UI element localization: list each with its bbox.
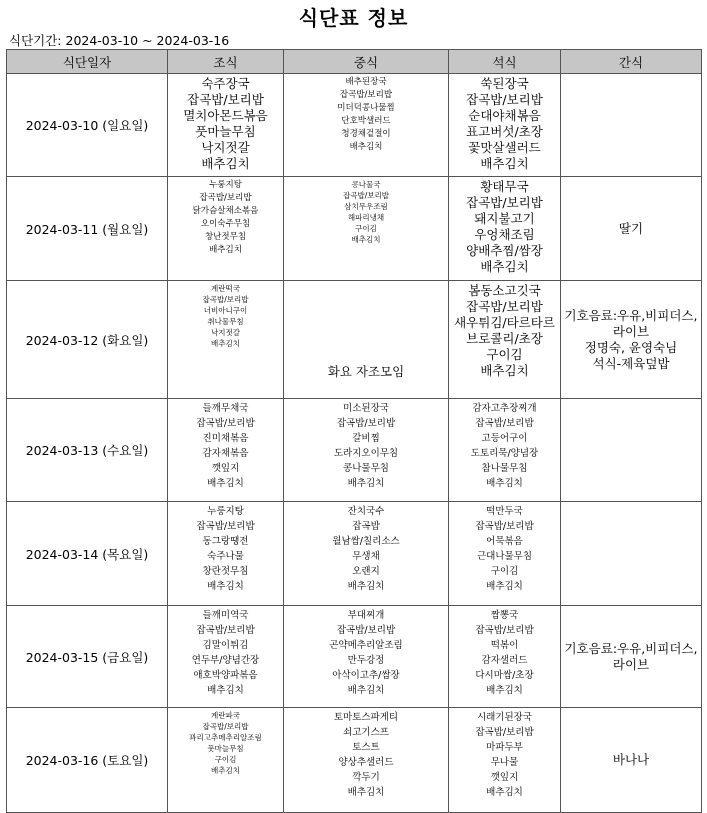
menu-item: 잡곡밥/보리밥 bbox=[196, 625, 255, 636]
header-lunch: 중식 bbox=[284, 50, 449, 74]
menu-item: 배추김치 bbox=[347, 581, 385, 592]
menu-item: 배추김치 bbox=[207, 685, 244, 696]
menu-item: 양배추찜/쌈장 bbox=[466, 243, 543, 258]
menu-item: 라이브 bbox=[612, 656, 650, 672]
dinner-cell bbox=[449, 281, 561, 399]
menu-item: 멸치아몬드볶음 bbox=[183, 108, 268, 123]
menu-item: 들깨무채국 bbox=[202, 403, 249, 414]
snack-cell bbox=[561, 281, 702, 399]
breakfast-cell bbox=[168, 502, 284, 606]
menu-item: 잔치국수 bbox=[347, 506, 385, 517]
menu-item: 배추김치 bbox=[486, 787, 523, 798]
lunch-cell bbox=[284, 606, 449, 708]
breakfast-cell bbox=[168, 606, 284, 708]
breakfast-items bbox=[170, 401, 281, 491]
menu-period: 식단기간: 2024-03-10 ~ 2024-03-16 bbox=[9, 33, 230, 48]
menu-item: 석식-제육덮밥 bbox=[592, 355, 670, 371]
snack-cell bbox=[561, 399, 702, 502]
menu-item: 구이김 bbox=[214, 755, 237, 764]
dinner-cell bbox=[449, 606, 561, 708]
breakfast-cell bbox=[168, 74, 284, 177]
dinner-items bbox=[451, 401, 558, 491]
menu-item: 배추김치 bbox=[207, 581, 244, 592]
menu-item: 잡곡밥/보리밥 bbox=[475, 625, 534, 636]
menu-item: 삼치무우조림 bbox=[344, 202, 388, 211]
dinner-items bbox=[451, 283, 558, 379]
breakfast-items bbox=[170, 179, 281, 257]
menu-item: 배추김치 bbox=[486, 685, 523, 696]
menu-item: 만두강정 bbox=[347, 655, 385, 666]
menu-item: 갈비찜 bbox=[352, 433, 380, 444]
menu-item: 월남쌈/칠리소스 bbox=[332, 536, 400, 547]
menu-item: 잡곡밥/보리밥 bbox=[343, 191, 389, 200]
menu-item: 감자고추장찌개 bbox=[472, 403, 537, 414]
menu-item: 잡곡밥/보리밥 bbox=[336, 625, 396, 636]
menu-item: 도토리묵/양념장 bbox=[470, 448, 539, 459]
menu-item: 낙지젓갈 bbox=[211, 328, 240, 337]
menu-item: 낙지젓갈 bbox=[201, 140, 250, 155]
menu-item: 떡볶이 bbox=[490, 640, 519, 651]
breakfast-items bbox=[170, 283, 281, 349]
dinner-cell bbox=[449, 74, 561, 177]
snack-cell bbox=[561, 177, 702, 281]
menu-item: 숙주나물 bbox=[207, 551, 244, 562]
lunch-cell bbox=[284, 177, 449, 281]
table-row bbox=[7, 502, 702, 606]
menu-item: 풋마늘무침 bbox=[207, 744, 244, 753]
menu-item: 취나물무침 bbox=[207, 317, 244, 326]
menu-item: 화요 자조모임 bbox=[327, 364, 405, 379]
menu-item: 짬뽕국 bbox=[490, 610, 519, 621]
menu-item: 참나물무침 bbox=[481, 463, 528, 474]
menu-item: 배추김치 bbox=[351, 235, 381, 244]
menu-item: 꽃맛살샐러드 bbox=[468, 140, 541, 155]
table-row bbox=[7, 74, 702, 177]
breakfast-cell bbox=[168, 177, 284, 281]
table-row bbox=[7, 708, 702, 813]
menu-item: 잡곡밥/보리밥 bbox=[475, 521, 534, 532]
menu-item: 부대찌개 bbox=[347, 610, 385, 621]
menu-item: 딸기 bbox=[618, 220, 644, 236]
menu-item: 감자샐러드 bbox=[481, 655, 528, 666]
dinner-cell bbox=[449, 177, 561, 281]
lunch-items bbox=[286, 608, 446, 698]
menu-item: 토스트 bbox=[352, 742, 380, 753]
menu-item: 청경채겉절이 bbox=[341, 129, 391, 139]
menu-item: 배추김치 bbox=[211, 766, 240, 775]
menu-item: 창난젓무침 bbox=[204, 232, 247, 242]
date-cell: 2024-03-15 (금요일) bbox=[7, 606, 168, 708]
menu-item: 기호음료:우유,비피더스, bbox=[564, 307, 698, 323]
menu-item: 깻잎지 bbox=[211, 463, 240, 474]
date-cell: 2024-03-10 (일요일) bbox=[7, 74, 168, 177]
menu-item: 배추김치 bbox=[480, 259, 529, 274]
menu-item: 잡곡밥/보리밥 bbox=[187, 92, 264, 107]
menu-item: 잡곡밥/보리밥 bbox=[475, 727, 534, 738]
breakfast-items bbox=[170, 504, 281, 594]
menu-item: 배추김치 bbox=[349, 142, 383, 152]
menu-item: 무생채 bbox=[352, 551, 380, 562]
menu-item: 표고버섯/초장 bbox=[466, 124, 543, 139]
snack-items bbox=[563, 308, 699, 372]
menu-item: 마파두부 bbox=[486, 742, 523, 753]
menu-item: 잡곡밥 bbox=[352, 521, 380, 532]
menu-item: 배추김치 bbox=[480, 156, 529, 171]
menu-item: 황태무국 bbox=[480, 179, 529, 194]
menu-item: 쑥된장국 bbox=[480, 76, 529, 91]
menu-item: 누룽지탕 bbox=[207, 506, 244, 517]
menu-item: 근대나물무침 bbox=[476, 551, 533, 562]
menu-item: 어묵볶음 bbox=[486, 536, 523, 547]
lunch-items bbox=[286, 504, 446, 594]
dinner-items bbox=[451, 608, 558, 698]
table-row bbox=[7, 606, 702, 708]
menu-item: 너비아니구이 bbox=[203, 306, 248, 315]
menu-item: 미더덕콩나물찜 bbox=[337, 103, 395, 113]
dinner-items bbox=[451, 76, 558, 172]
lunch-cell bbox=[284, 399, 449, 502]
dinner-cell bbox=[449, 502, 561, 606]
menu-item: 콩나물무침 bbox=[343, 463, 389, 474]
date-cell: 2024-03-16 (토요일) bbox=[7, 708, 168, 813]
menu-item: 바나나 bbox=[612, 752, 650, 767]
menu-item: 배추김치 bbox=[480, 363, 529, 378]
menu-item: 배추김치 bbox=[211, 339, 240, 348]
date-cell: 2024-03-12 (화요일) bbox=[7, 281, 168, 399]
menu-item: 잡곡밥/보리밥 bbox=[339, 90, 393, 100]
lunch-cell bbox=[284, 74, 449, 177]
menu-item: 배추김치 bbox=[347, 685, 385, 696]
menu-item: 쇠고기스프 bbox=[343, 727, 389, 738]
menu-item: 해파리냉채 bbox=[347, 213, 385, 222]
menu-item: 고등어구이 bbox=[481, 433, 528, 444]
menu-item: 잡곡밥/보리밥 bbox=[475, 418, 534, 429]
menu-item: 우엉채조림 bbox=[474, 227, 535, 242]
menu-item: 곤약메추리알조림 bbox=[329, 640, 403, 651]
menu-item: 진미채볶음 bbox=[202, 433, 249, 444]
snack-cell bbox=[561, 606, 702, 708]
menu-item: 토마토스파게티 bbox=[333, 712, 399, 723]
menu-item: 오랜지 bbox=[352, 566, 380, 577]
menu-item: 계란떡국 bbox=[211, 284, 240, 293]
dinner-items bbox=[451, 179, 558, 275]
table-row bbox=[7, 399, 702, 502]
menu-item: 정명숙, 윤영숙님 bbox=[584, 339, 678, 355]
snack-cell bbox=[561, 502, 702, 606]
menu-item: 잡곡밥/보리밥 bbox=[466, 299, 543, 314]
page-title: 식단표 정보 bbox=[298, 6, 409, 30]
date-cell: 2024-03-11 (월요일) bbox=[7, 177, 168, 281]
breakfast-items bbox=[170, 76, 281, 172]
table-row bbox=[7, 281, 702, 399]
menu-item: 잡곡밥/보리밥 bbox=[466, 195, 543, 210]
menu-item: 닭가슴살채소볶음 bbox=[192, 206, 259, 216]
menu-item: 시래기된장국 bbox=[476, 712, 533, 723]
lunch-cell bbox=[284, 502, 449, 606]
snack-items bbox=[563, 641, 699, 673]
breakfast-cell bbox=[168, 708, 284, 813]
menu-item: 동그랑땡전 bbox=[202, 536, 249, 547]
menu-item: 잡곡밥/보리밥 bbox=[202, 295, 249, 304]
header-date: 식단일자 bbox=[7, 50, 168, 74]
header-breakfast: 조식 bbox=[168, 50, 284, 74]
menu-item: 계란파국 bbox=[211, 711, 240, 720]
menu-item: 다시마쌈/초장 bbox=[475, 670, 534, 681]
menu-item: 순대야채볶음 bbox=[468, 108, 541, 123]
menu-item: 숙주장국 bbox=[201, 76, 250, 91]
menu-item: 창란젓무침 bbox=[202, 566, 249, 577]
menu-item: 풋마늘무침 bbox=[195, 124, 256, 139]
menu-table bbox=[6, 49, 702, 813]
menu-item: 연두부/양념간장 bbox=[191, 655, 260, 666]
menu-item: 배추김치 bbox=[486, 581, 523, 592]
date-cell: 2024-03-13 (수요일) bbox=[7, 399, 168, 502]
menu-item: 구이김 bbox=[490, 566, 519, 577]
dinner-cell bbox=[449, 708, 561, 813]
menu-item: 새우튀김/타르타르 bbox=[454, 315, 555, 330]
breakfast-items bbox=[170, 608, 281, 698]
menu-item: 깻잎지 bbox=[490, 772, 519, 783]
lunch-cell bbox=[284, 281, 449, 399]
menu-item: 들깨미역국 bbox=[202, 610, 249, 621]
menu-item: 미소된장국 bbox=[343, 403, 389, 414]
lunch-items bbox=[286, 401, 446, 491]
menu-item: 김말이튀김 bbox=[202, 640, 249, 651]
lunch-items bbox=[286, 76, 446, 154]
menu-item: 도라지오이무침 bbox=[333, 448, 399, 459]
menu-item: 꽈리고추메추리알조림 bbox=[189, 733, 262, 742]
menu-item: 배추김치 bbox=[207, 478, 244, 489]
menu-item: 배추된장국 bbox=[345, 77, 387, 87]
menu-item: 오이숙주무침 bbox=[200, 219, 251, 229]
dinner-cell bbox=[449, 399, 561, 502]
menu-item: 봄동소고깃국 bbox=[468, 283, 541, 298]
menu-item: 배추김치 bbox=[209, 245, 242, 255]
breakfast-items bbox=[170, 710, 281, 776]
breakfast-cell bbox=[168, 281, 284, 399]
menu-item: 잡곡밥/보리밥 bbox=[202, 722, 249, 731]
menu-item: 단호박샐러드 bbox=[341, 116, 391, 126]
menu-item: 깍두기 bbox=[352, 772, 380, 783]
menu-item: 배추김치 bbox=[486, 478, 523, 489]
snack-cell bbox=[561, 708, 702, 813]
menu-item: 배추김치 bbox=[201, 156, 250, 171]
menu-item: 잡곡밥/보리밥 bbox=[466, 92, 543, 107]
date-cell: 2024-03-14 (목요일) bbox=[7, 502, 168, 606]
menu-item: 구이김 bbox=[355, 224, 377, 233]
menu-item: 배추김치 bbox=[347, 478, 385, 489]
snack-cell bbox=[561, 74, 702, 177]
breakfast-cell bbox=[168, 399, 284, 502]
lunch-items bbox=[286, 710, 446, 800]
lunch-items bbox=[286, 364, 446, 380]
menu-item: 콩나물국 bbox=[351, 180, 381, 189]
menu-item: 떡만두국 bbox=[486, 506, 523, 517]
header-dinner: 석식 bbox=[449, 50, 561, 74]
menu-item: 잡곡밥/보리밥 bbox=[196, 418, 255, 429]
menu-item: 잡곡밥/보리밥 bbox=[336, 418, 396, 429]
snack-items bbox=[563, 752, 699, 768]
header-snack: 간식 bbox=[561, 50, 702, 74]
menu-item: 라이브 bbox=[612, 323, 650, 339]
lunch-items bbox=[286, 179, 446, 245]
menu-item: 기호음료:우유,비피더스, bbox=[564, 640, 698, 656]
menu-item: 무나물 bbox=[490, 757, 519, 768]
menu-item: 잡곡밥/보리밥 bbox=[196, 521, 255, 532]
menu-item: 돼지불고기 bbox=[474, 211, 535, 226]
table-row bbox=[7, 177, 702, 281]
dinner-items bbox=[451, 504, 558, 594]
menu-item: 브로콜리/초장 bbox=[466, 331, 543, 346]
snack-items bbox=[563, 221, 699, 237]
menu-item: 배추김치 bbox=[347, 787, 385, 798]
menu-item: 아삭이고추/쌈장 bbox=[332, 670, 400, 681]
menu-item: 구이김 bbox=[486, 347, 523, 362]
menu-item: 애호박양파볶음 bbox=[193, 670, 258, 681]
menu-item: 누룽지탕 bbox=[209, 180, 242, 190]
menu-item: 양상추샐러드 bbox=[338, 757, 394, 768]
menu-item: 감자채볶음 bbox=[202, 448, 249, 459]
menu-item: 잡곡밥/보리밥 bbox=[199, 193, 252, 203]
dinner-items bbox=[451, 710, 558, 800]
table-header-row bbox=[7, 50, 702, 74]
lunch-cell bbox=[284, 708, 449, 813]
